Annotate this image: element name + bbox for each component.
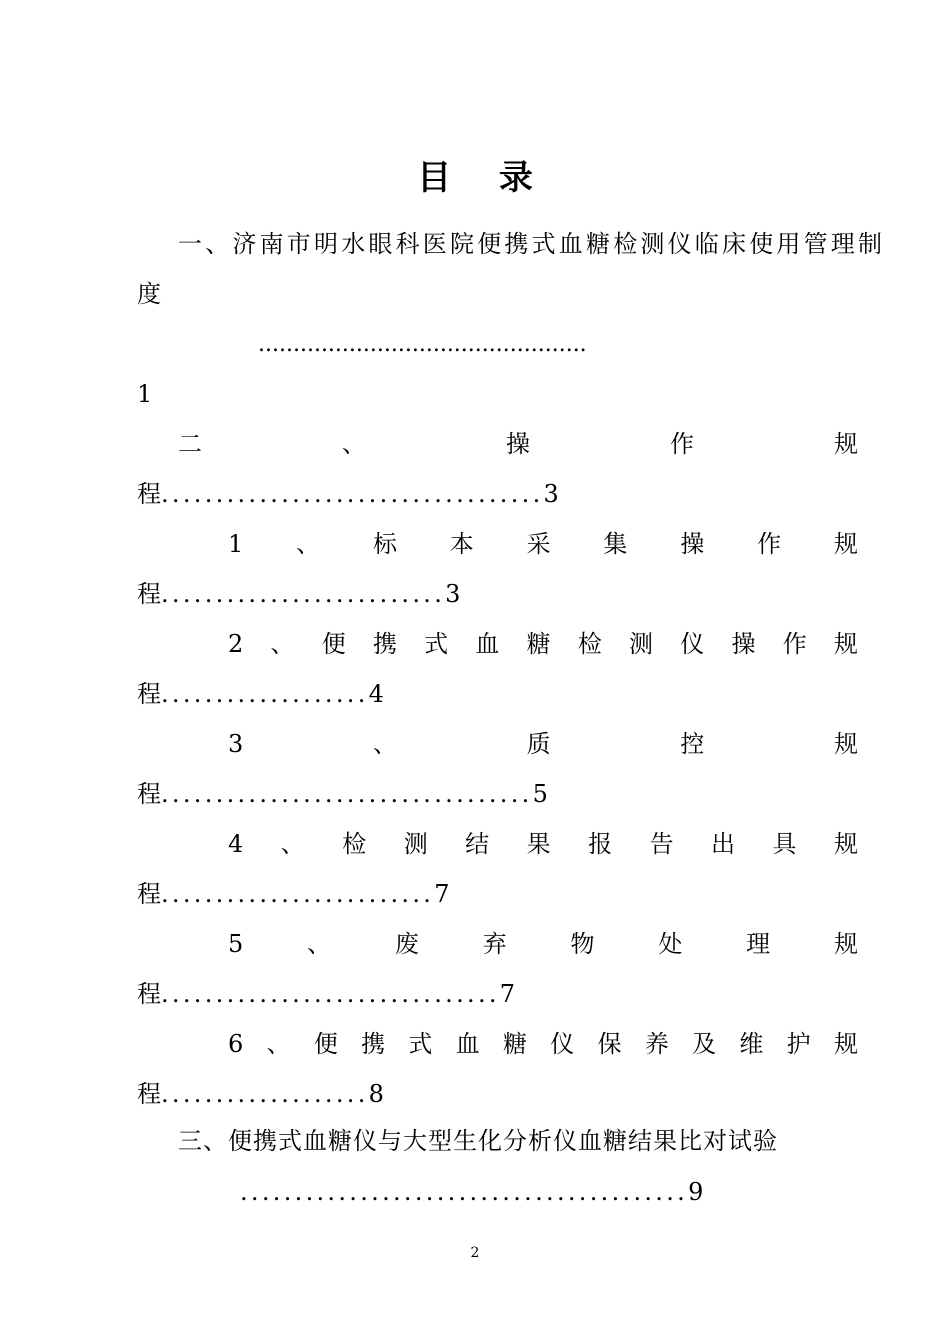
toc-entry-4-char: 、 bbox=[270, 630, 295, 658]
toc-entry-6-char: 告 bbox=[649, 830, 674, 858]
toc-entry-5-heading bbox=[228, 726, 858, 762]
toc-entry-2-char: 规 bbox=[834, 430, 858, 458]
toc-entry-5-last-char: 程 bbox=[137, 780, 161, 808]
toc-entry-9-heading: 三、便携式血糖仪与大型生化分析仪血糖结果比对试验 bbox=[178, 1127, 778, 1155]
toc-entry-3-leader: .......................... bbox=[161, 580, 446, 608]
toc-entry-5-leader: .................................. bbox=[161, 780, 533, 808]
toc-title: 目 录 bbox=[417, 158, 551, 198]
toc-entry-7-last-char: 程 bbox=[137, 980, 161, 1008]
toc-entry-1-continuation: 度 bbox=[137, 280, 161, 308]
toc-entry-8-char: 养 bbox=[644, 1030, 669, 1058]
toc-entry-4-char: 式 bbox=[424, 630, 449, 658]
toc-entry-3-char: 作 bbox=[757, 530, 782, 558]
toc-entry-4-leader: ................... bbox=[161, 680, 369, 708]
toc-entry-4-char: 检 bbox=[577, 630, 602, 658]
toc-entry-2-continuation bbox=[137, 476, 559, 512]
toc-entry-7-char: 弃 bbox=[482, 930, 507, 958]
toc-entry-2-char: 作 bbox=[670, 430, 694, 458]
toc-entry-8-char: 6 bbox=[228, 1030, 244, 1058]
toc-entry-8-char: 维 bbox=[739, 1030, 764, 1058]
toc-entry-6-heading bbox=[228, 826, 858, 862]
toc-entry-8-char: 式 bbox=[408, 1030, 433, 1058]
toc-entry-4-last-char: 程 bbox=[137, 680, 161, 708]
toc-entry-8-char: 便 bbox=[313, 1030, 338, 1058]
toc-entry-7-continuation bbox=[137, 976, 515, 1012]
toc-entry-7-char: 处 bbox=[658, 930, 683, 958]
toc-entry-8-char: 携 bbox=[361, 1030, 386, 1058]
toc-entry-7-leader: ............................... bbox=[161, 980, 500, 1008]
toc-entry-9-page: 9 bbox=[688, 1178, 704, 1206]
toc-entry-2-char: 二 bbox=[178, 430, 202, 458]
toc-entry-3-char: 规 bbox=[833, 530, 858, 558]
toc-entry-8-continuation bbox=[137, 1076, 384, 1112]
toc-entry-2-page: 3 bbox=[543, 480, 559, 508]
toc-entry-5-char: 3 bbox=[228, 730, 244, 758]
toc-entry-7-heading bbox=[228, 926, 858, 962]
toc-entry-5-char: 控 bbox=[680, 730, 705, 758]
toc-entry-3-char: 1 bbox=[228, 530, 244, 558]
toc-entry-4-char: 作 bbox=[782, 630, 807, 658]
toc-entry-2-char: 、 bbox=[342, 430, 366, 458]
toc-entry-3-continuation bbox=[137, 576, 460, 612]
toc-entry-4-continuation bbox=[137, 676, 384, 712]
toc-entry-8-char: 及 bbox=[692, 1030, 717, 1058]
toc-entry-7-char: 5 bbox=[228, 930, 244, 958]
toc-entry-8-page: 8 bbox=[368, 1080, 384, 1108]
toc-entry-8-last-char: 程 bbox=[137, 1080, 161, 1108]
toc-entry-3-char: 本 bbox=[449, 530, 474, 558]
toc-entry-2-last-char: 程 bbox=[137, 480, 161, 508]
toc-entry-5-char: 、 bbox=[372, 730, 397, 758]
toc-entry-8-char: 糖 bbox=[502, 1030, 527, 1058]
toc-entry-3-char: 操 bbox=[680, 530, 705, 558]
toc-entry-6-char: 、 bbox=[280, 830, 305, 858]
toc-entry-5-continuation bbox=[137, 776, 548, 812]
toc-entry-6-char: 规 bbox=[833, 830, 858, 858]
toc-entry-4-char: 便 bbox=[321, 630, 346, 658]
toc-entry-8-char: 仪 bbox=[550, 1030, 575, 1058]
toc-entry-2-heading bbox=[178, 426, 858, 462]
toc-entry-4-char: 2 bbox=[228, 630, 244, 658]
toc-entry-9-continuation bbox=[240, 1174, 703, 1210]
toc-entry-6-char: 出 bbox=[711, 830, 736, 858]
toc-entry-7-char: 理 bbox=[746, 930, 771, 958]
toc-entry-6-char: 结 bbox=[465, 830, 490, 858]
toc-entry-6-page: 7 bbox=[434, 880, 450, 908]
toc-entry-6-continuation bbox=[137, 876, 450, 912]
toc-entry-3-page: 3 bbox=[445, 580, 461, 608]
toc-entry-5-char: 规 bbox=[833, 730, 858, 758]
toc-entry-4-char: 仪 bbox=[680, 630, 705, 658]
toc-entry-7-char: 规 bbox=[833, 930, 858, 958]
toc-entry-1-heading: 一、济南市明水眼科医院便携式血糖检测仪临床使用管理制 bbox=[178, 230, 886, 258]
toc-entry-6-char: 报 bbox=[588, 830, 613, 858]
toc-entry-8-leader: ................... bbox=[161, 1080, 369, 1108]
toc-entry-4-char: 糖 bbox=[526, 630, 551, 658]
toc-entry-1-leader: ............................................... bbox=[258, 332, 587, 357]
toc-entry-7-char: 、 bbox=[307, 930, 332, 958]
toc-entry-3-last-char: 程 bbox=[137, 580, 161, 608]
toc-entry-8-char: 、 bbox=[266, 1030, 291, 1058]
toc-entry-7-page: 7 bbox=[499, 980, 516, 1008]
toc-entry-2-leader: ................................... bbox=[161, 480, 544, 508]
toc-entry-8-char: 保 bbox=[597, 1030, 622, 1058]
toc-entry-6-char: 果 bbox=[526, 830, 551, 858]
toc-entry-5-char: 质 bbox=[526, 730, 551, 758]
toc-entry-9-leader: ......................................... bbox=[240, 1178, 689, 1206]
toc-entry-4-char: 携 bbox=[372, 630, 397, 658]
toc-entry-3-heading bbox=[228, 526, 858, 562]
toc-entry-2-char: 操 bbox=[506, 430, 530, 458]
toc-entry-6-char: 测 bbox=[403, 830, 428, 858]
toc-entry-8-char: 护 bbox=[786, 1030, 811, 1058]
toc-entry-4-heading bbox=[228, 626, 858, 662]
toc-entry-3-char: 标 bbox=[372, 530, 397, 558]
toc-entry-6-leader: ......................... bbox=[161, 880, 435, 908]
toc-entry-8-heading bbox=[228, 1026, 858, 1062]
toc-entry-8-char: 血 bbox=[455, 1030, 480, 1058]
toc-entry-5-page: 5 bbox=[532, 780, 548, 808]
toc-entry-6-char: 4 bbox=[228, 830, 244, 858]
toc-entry-4-page: 4 bbox=[368, 680, 384, 708]
toc-entry-1-page: 1 bbox=[137, 380, 153, 408]
toc-entry-7-char: 物 bbox=[570, 930, 595, 958]
toc-entry-3-char: 采 bbox=[526, 530, 551, 558]
toc-entry-3-char: 集 bbox=[603, 530, 628, 558]
toc-entry-4-char: 测 bbox=[629, 630, 654, 658]
toc-entry-8-char: 规 bbox=[833, 1030, 858, 1058]
toc-entry-4-char: 操 bbox=[731, 630, 756, 658]
toc-entry-6-char: 具 bbox=[772, 830, 797, 858]
toc-entry-4-char: 规 bbox=[833, 630, 858, 658]
toc-entry-6-last-char: 程 bbox=[137, 880, 161, 908]
page-number: 2 bbox=[470, 1245, 480, 1261]
toc-entry-7-char: 废 bbox=[394, 930, 419, 958]
toc-entry-4-char: 血 bbox=[475, 630, 500, 658]
toc-entry-6-char: 检 bbox=[342, 830, 367, 858]
toc-entry-3-char: 、 bbox=[296, 530, 321, 558]
